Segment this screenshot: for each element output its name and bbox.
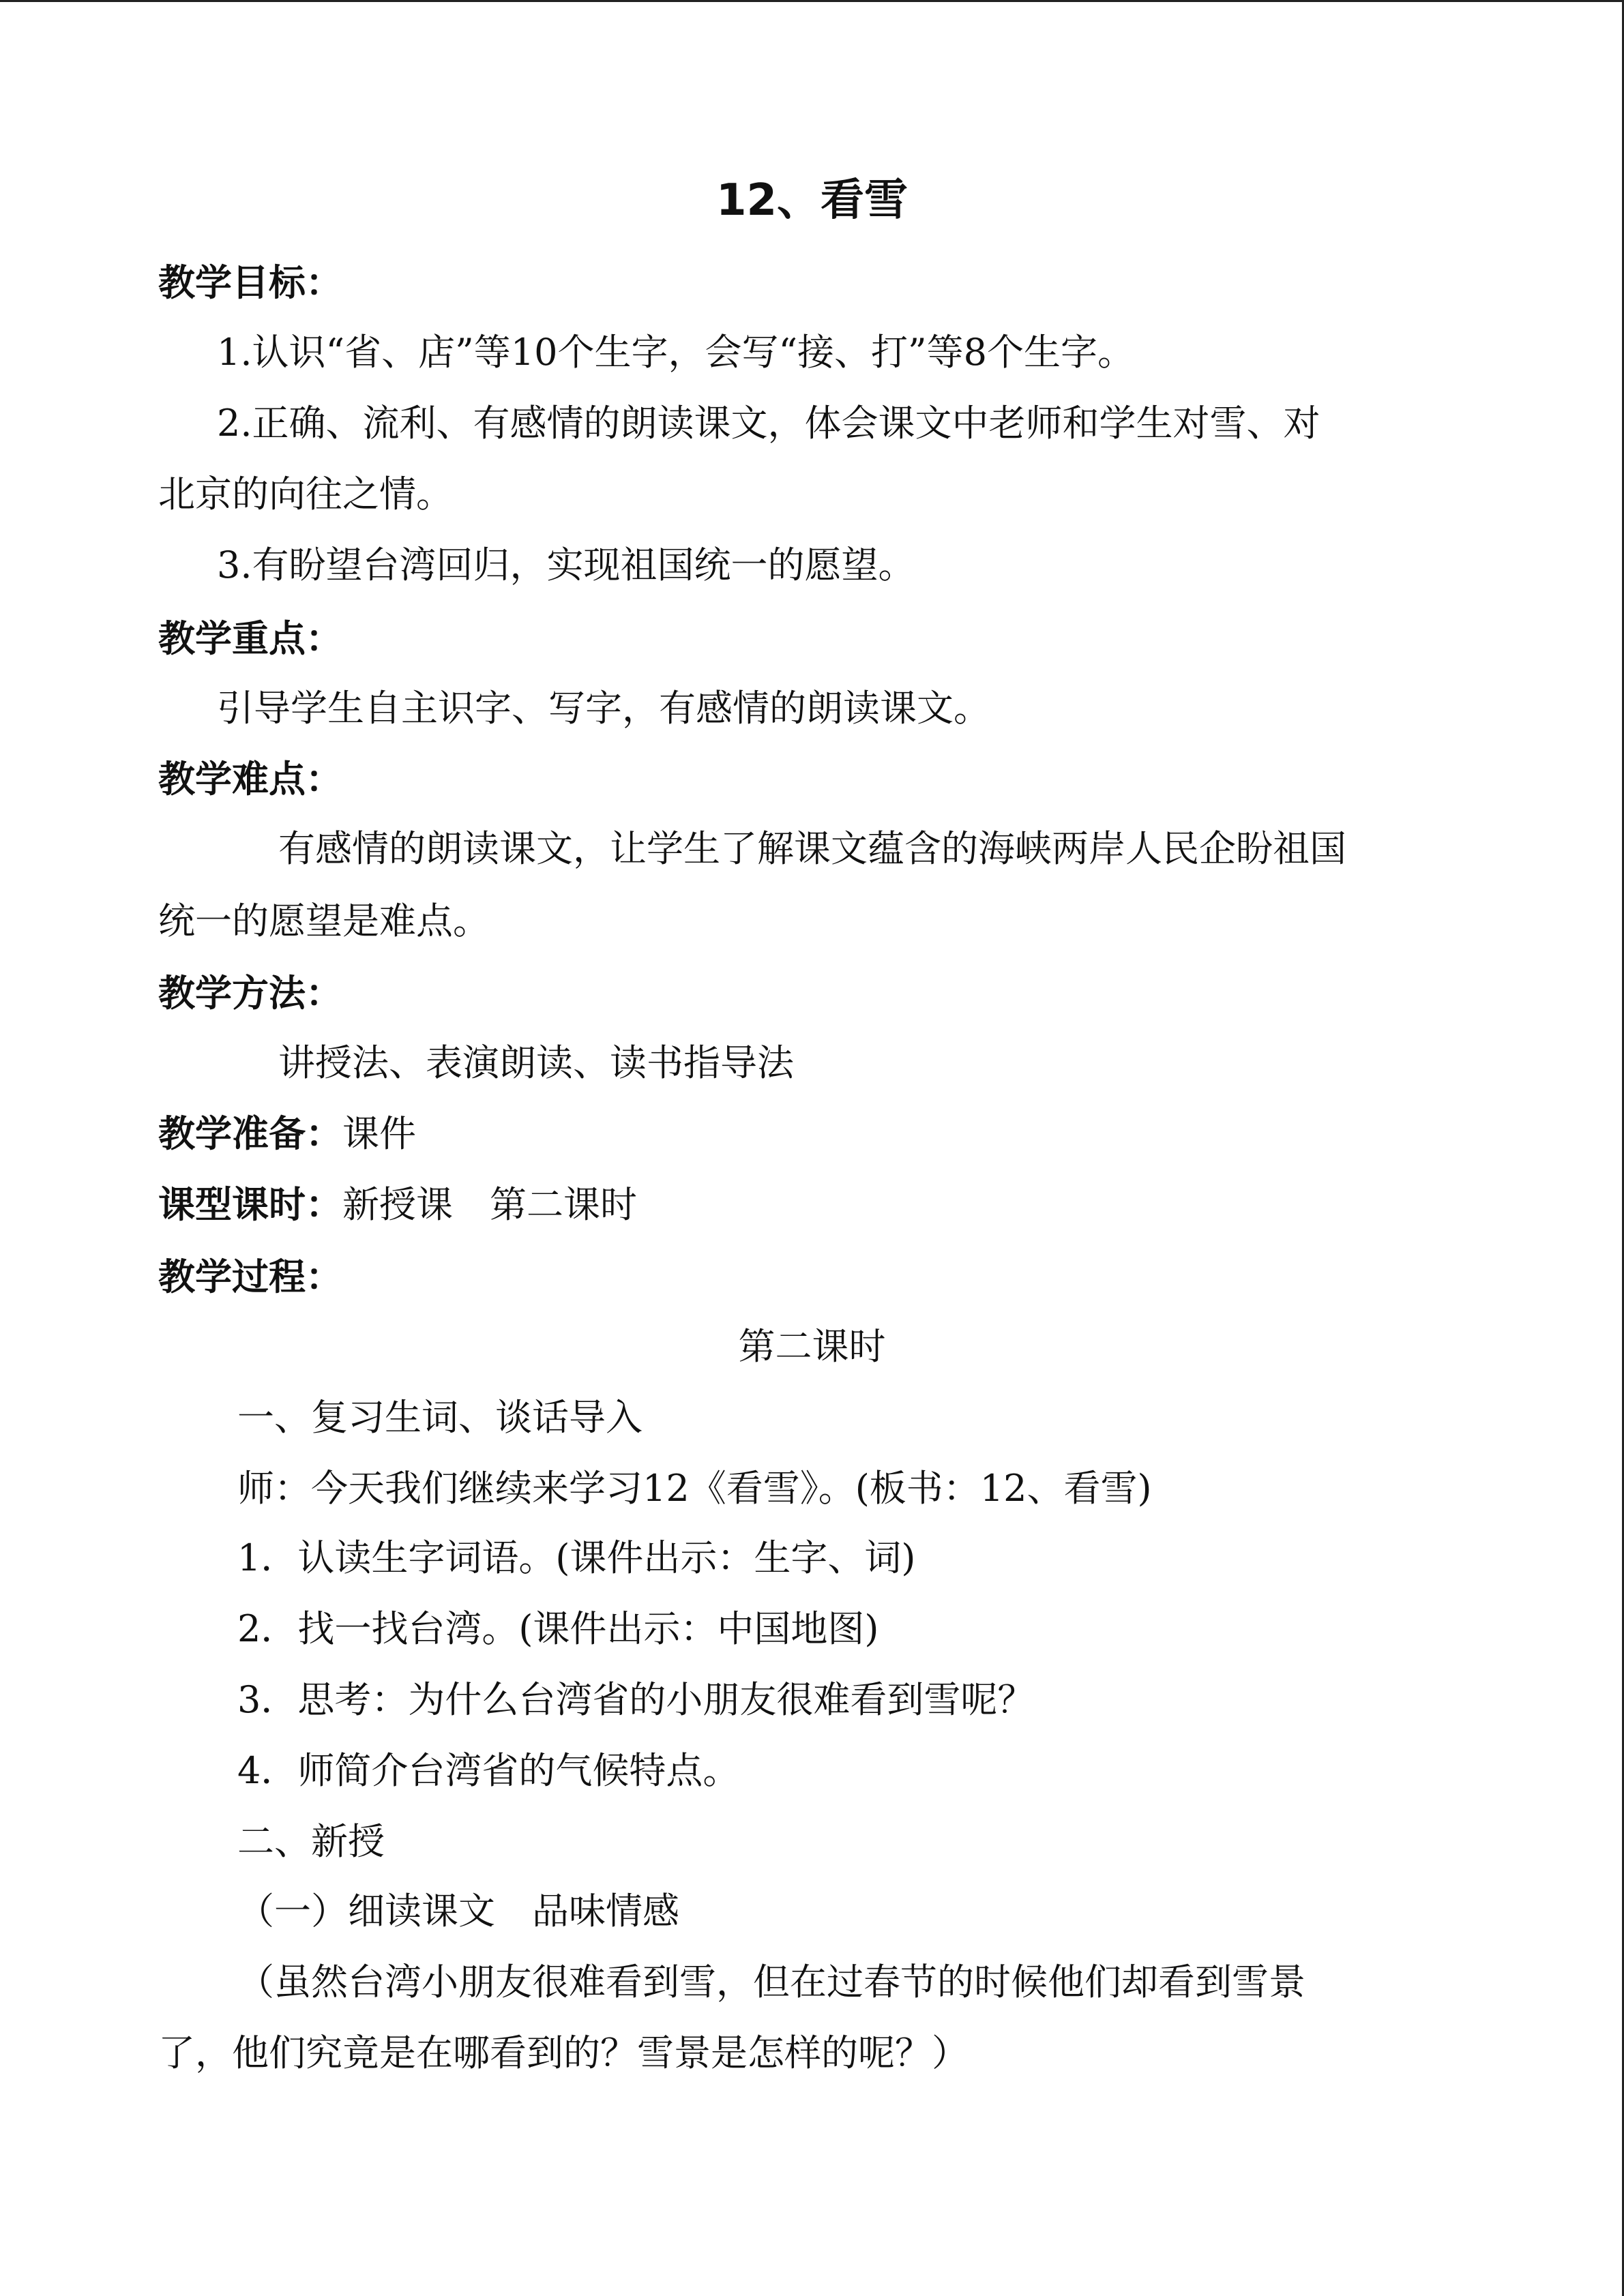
preparation-heading: 教学准备：	[158, 1112, 342, 1155]
objective-1: 1.认识“省、店”等10个生字，会写“接、打”等8个生字。	[217, 331, 1135, 374]
methods-text: 讲授法、表演朗读、读书指导法	[278, 1041, 794, 1084]
page-top-border	[0, 0, 1624, 2]
document-title: 12、看雪	[715, 175, 909, 226]
subsection-1-heading: （一）细读课文 品味情感	[237, 1890, 679, 1933]
teacher-intro-line: 师：今天我们继续来学习12《看雪》。(板书：12、看雪)	[237, 1467, 1152, 1510]
lesson-type-row	[158, 1183, 637, 1226]
key-points-text: 引导学生自主识字、写字，有感情的朗读课文。	[217, 687, 990, 730]
preparation-row	[158, 1112, 416, 1155]
lesson-type-heading: 课型课时：	[158, 1183, 342, 1226]
step-4: 4．师简介台湾省的气候特点。	[237, 1749, 740, 1792]
objective-2-line-1: 2.正确、流利、有感情的朗读课文，体会课文中老师和学生对雪、对	[217, 402, 1320, 445]
step-1: 1．认读生字词语。(课件出示：生字、词)	[237, 1536, 916, 1579]
step-3: 3．思考：为什么台湾省的小朋友很难看到雪呢？	[237, 1678, 1035, 1721]
difficulties-heading: 教学难点：	[158, 758, 342, 801]
objectives-heading: 教学目标：	[158, 261, 342, 304]
process-heading: 教学过程：	[158, 1255, 342, 1298]
section-2-heading: 二、新授	[237, 1820, 385, 1863]
objective-3: 3.有盼望台湾回归，实现祖国统一的愿望。	[217, 543, 915, 586]
methods-heading: 教学方法：	[158, 972, 342, 1015]
paragraph-line-2: 了，他们究竟是在哪看到的？雪景是怎样的呢？）	[158, 2031, 969, 2074]
process-subtitle: 第二课时	[738, 1325, 886, 1368]
lesson-type-text: 新授课 第二课时	[342, 1183, 637, 1226]
paragraph-line-1: （虽然台湾小朋友很难看到雪，但在过春节的时候他们却看到雪景	[237, 1960, 1305, 2003]
step-2: 2．找一找台湾。(课件出示：中国地图)	[237, 1607, 879, 1650]
difficulties-line-1: 有感情的朗读课文，让学生了解课文蕴含的海峡两岸人民企盼祖国	[278, 827, 1346, 870]
objective-2-line-2: 北京的向往之情。	[158, 473, 453, 516]
key-points-heading: 教学重点：	[158, 617, 342, 660]
difficulties-line-2: 统一的愿望是难点。	[158, 899, 490, 942]
section-1-heading: 一、复习生词、谈话导入	[237, 1396, 643, 1439]
preparation-text: 课件	[342, 1112, 416, 1155]
